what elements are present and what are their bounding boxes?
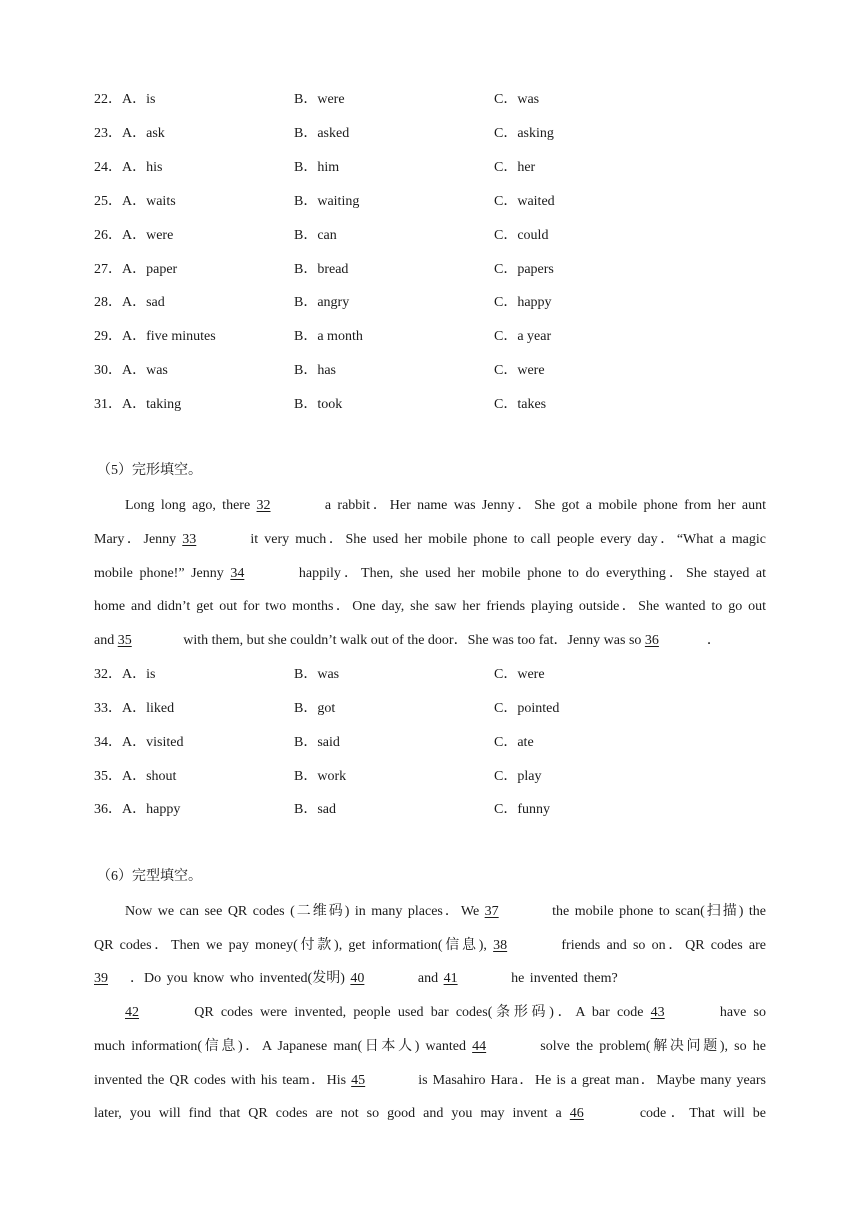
option-c: C．pointed — [494, 701, 560, 716]
section6-line-1: Now we can see QR codes (二维码) in many places．We 37 the mobile phone to scan(扫描) the — [125, 902, 766, 922]
option-c: C．could — [494, 228, 549, 243]
section6-line-2: QR codes．Then we pay money(付款), get information(信息), 38 friends and so on．QR codes are — [94, 936, 766, 956]
answer-blank-32[interactable]: 32 — [256, 498, 271, 513]
answer-blank-42[interactable]: 42 — [125, 1005, 139, 1020]
option-b: B．said — [294, 735, 340, 750]
section6-line-3: 39 ．Do you know who invented(发明) 40 and 41 he invented them? — [94, 969, 766, 989]
section5-heading: （5）完形填空。 — [97, 463, 202, 478]
section6-line-6: invented the QR codes with his team．His 45 is Masahiro Hara．He is a great man．Maybe many years — [94, 1071, 766, 1091]
section5-line-4: home and didn’t get out for two months．One day, she saw her friends playing outside．She wanted to go out — [94, 599, 766, 614]
option-a: 23．A．ask — [94, 126, 165, 141]
option-b: B．was — [294, 667, 340, 682]
option-a: 27．A．paper — [94, 262, 178, 277]
answer-blank-37[interactable]: 37 — [484, 904, 499, 919]
section6-line-7: later, you will find that QR codes are not so good and you may invent a 46 code．That will be — [94, 1104, 766, 1124]
option-c: C．play — [494, 769, 542, 784]
option-c: C．were — [494, 363, 545, 378]
option-b: B．angry — [294, 295, 350, 310]
option-a: 25．A．waits — [94, 194, 176, 209]
option-c: C．were — [494, 667, 545, 682]
section6-line-4: 42 QR codes were invented, people used bar codes(条形码)．A bar code 43 have so — [125, 1003, 766, 1023]
answer-blank-39[interactable]: 39 — [94, 971, 108, 986]
option-c: C．was — [494, 92, 540, 107]
answer-blank-43[interactable]: 43 — [650, 1005, 665, 1020]
section5-line-3: mobile phone!” Jenny 34 happily．Then, she used her mobile phone to do everything．She stayed at — [94, 564, 766, 584]
answer-blank-38[interactable]: 38 — [493, 938, 508, 953]
answer-blank-33[interactable]: 33 — [182, 532, 197, 547]
option-a: 35．A．shout — [94, 769, 177, 784]
option-b: B．waiting — [294, 194, 360, 209]
section6-line-5: much information(信息)．A Japanese man(日本人) wanted 44 solve the problem(解决问题), so he — [94, 1037, 766, 1057]
answer-blank-46[interactable]: 46 — [569, 1106, 584, 1121]
option-b: B．can — [294, 228, 337, 243]
option-a: 24．A．his — [94, 160, 163, 175]
option-c: C．funny — [494, 802, 550, 817]
option-b: B．got — [294, 701, 336, 716]
option-a: 36．A．happy — [94, 802, 181, 817]
answer-blank-34[interactable]: 34 — [230, 566, 245, 581]
option-c: C．asking — [494, 126, 554, 141]
option-c: C．takes — [494, 397, 547, 412]
section5-line-5: and 35 with them, but she couldn’t walk out of the door．She was too fat．Jenny was so 36 ． — [94, 631, 766, 651]
option-b: B．work — [294, 769, 347, 784]
answer-blank-36[interactable]: 36 — [644, 633, 659, 648]
option-a: 33．A．liked — [94, 701, 175, 716]
option-a: 22．A．is — [94, 92, 156, 107]
option-a: 34．A．visited — [94, 735, 184, 750]
option-c: C．her — [494, 160, 536, 175]
option-b: B．took — [294, 397, 343, 412]
option-a: 29．A．five minutes — [94, 329, 216, 344]
option-c: C．happy — [494, 295, 552, 310]
option-b: B．a month — [294, 329, 363, 344]
section6-heading: （6）完型填空。 — [97, 869, 202, 884]
option-a: 31．A．taking — [94, 397, 182, 412]
answer-blank-44[interactable]: 44 — [472, 1039, 487, 1054]
answer-blank-41[interactable]: 41 — [443, 971, 458, 986]
section5-line-1: Long long ago, there 32 a rabbit．Her name was Jenny．She got a mobile phone from her aunt — [125, 496, 766, 516]
option-c: C．papers — [494, 262, 554, 277]
option-c: C．a year — [494, 329, 552, 344]
option-a: 30．A．was — [94, 363, 168, 378]
option-b: B．asked — [294, 126, 350, 141]
answer-blank-35[interactable]: 35 — [117, 633, 132, 648]
section5-line-2: Mary．Jenny 33 it very much．She used her mobile phone to call people every day．“What a magic — [94, 530, 766, 550]
option-b: B．him — [294, 160, 340, 175]
option-b: B．sad — [294, 802, 336, 817]
option-b: B．bread — [294, 262, 349, 277]
answer-blank-40[interactable]: 40 — [350, 971, 365, 986]
option-a: 32．A．is — [94, 667, 156, 682]
option-b: B．has — [294, 363, 336, 378]
answer-blank-45[interactable]: 45 — [351, 1073, 366, 1088]
option-a: 28．A．sad — [94, 295, 165, 310]
option-c: C．ate — [494, 735, 534, 750]
option-b: B．were — [294, 92, 345, 107]
option-c: C．waited — [494, 194, 555, 209]
option-a: 26．A．were — [94, 228, 174, 243]
